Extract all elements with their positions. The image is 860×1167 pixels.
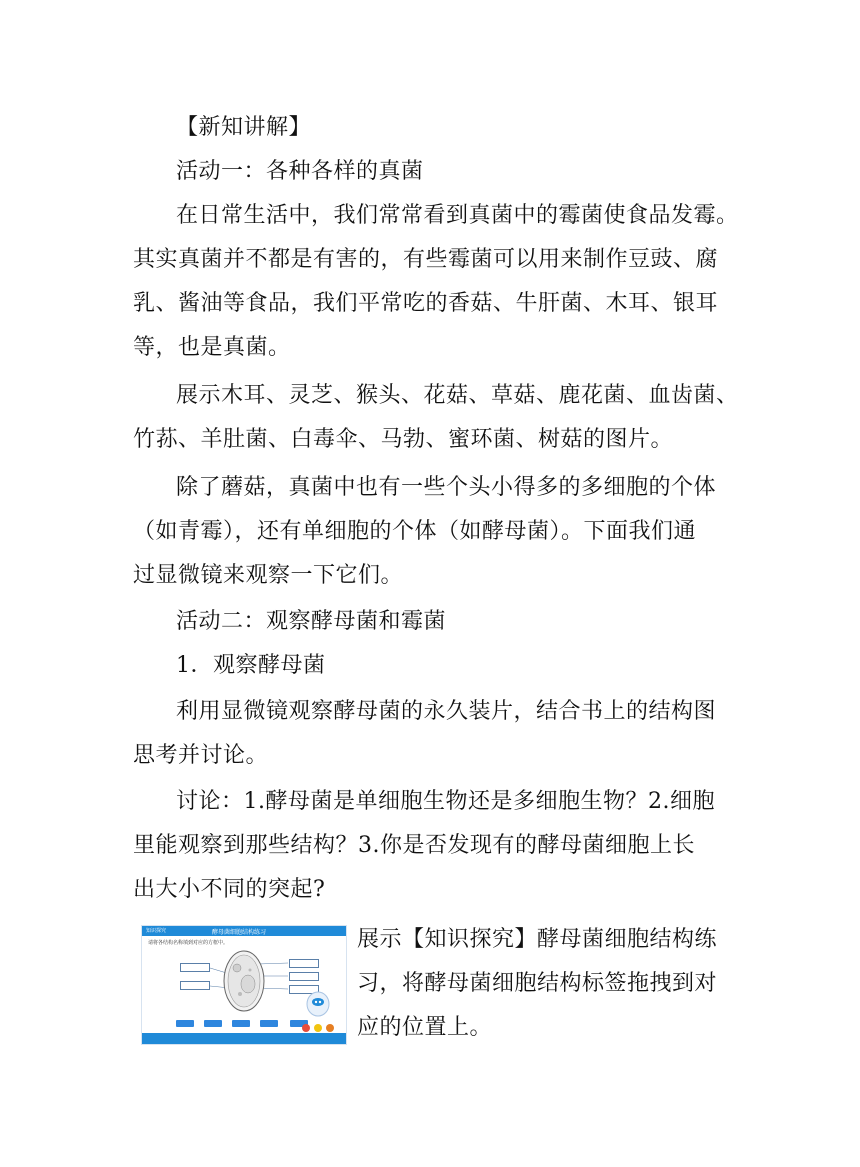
drag-tag <box>232 1020 250 1027</box>
show-line: 习，将酵母菌细胞结构标签拖拽到对 <box>357 971 718 996</box>
drag-tag <box>260 1020 278 1027</box>
yeast-exercise-thumbnail <box>141 925 347 1045</box>
show-line: 应的位置上。 <box>357 1015 493 1040</box>
activity2-title: 活动二：观察酵母菌和霉菌 <box>176 609 447 634</box>
paragraph-line: （如青霉），还有单细胞的个体（如酵母菌）。下面我们通 <box>133 519 697 544</box>
discussion-line: 出大小不同的突起? <box>133 877 326 902</box>
discussion-line: 讨论：1.酵母菌是单细胞生物还是多细胞生物？2.细胞 <box>176 789 715 814</box>
paragraph-line: 利用显微镜观察酵母菌的永久装片，结合书上的结构图 <box>176 699 717 724</box>
thumbnail-footer <box>142 1033 346 1044</box>
paragraph-line: 其实真菌并不都是有害的，有些霉菌可以用来制作豆豉、腐 <box>133 247 719 272</box>
answer-icon <box>314 1024 322 1032</box>
drag-tag <box>204 1020 222 1027</box>
discussion-line: 里能观察到那些结构？3.你是否发现有的酵母菌细胞上长 <box>133 833 695 858</box>
show-line: 展示【知识探究】酵母菌细胞结构练 <box>357 927 718 952</box>
paragraph-line: 思考并讨论。 <box>133 743 269 768</box>
section-title: 【新知讲解】 <box>176 115 312 140</box>
paragraph-line: 除了蘑菇，真菌中也有一些个头小得多的多细胞的个体 <box>176 475 717 500</box>
thumbnail-header-title: 酵母菌细胞结构练习 <box>212 929 267 936</box>
drag-tag <box>176 1020 194 1027</box>
paragraph-line: 展示木耳、灵芝、猴头、花菇、草菇、鹿花菌、血齿菌、 <box>176 383 739 408</box>
activity2-subtitle: 1．观察酵母菌 <box>176 653 326 678</box>
check-icon <box>326 1024 334 1032</box>
paragraph-line: 过显微镜来观察一下它们。 <box>133 563 404 588</box>
thumbnail-instruction: 请将各结构名称填到对应的方框中。 <box>148 940 229 946</box>
activity1-title: 活动一：各种各样的真菌 <box>176 159 424 184</box>
paragraph-line: 竹荪、羊肚菌、白毒伞、马勃、蜜环菌、树菇的图片。 <box>133 427 674 452</box>
paragraph-line: 等，也是真菌。 <box>133 335 291 360</box>
paragraph-line: 乳、酱油等食品，我们平常吃的香菇、牛肝菌、木耳、银耳 <box>133 291 719 316</box>
reset-icon <box>302 1024 310 1032</box>
paragraph-line: 在日常生活中，我们常常看到真菌中的霉菌使食品发霉。 <box>176 203 739 228</box>
thumbnail-header-left: 知识探究 <box>146 928 167 934</box>
